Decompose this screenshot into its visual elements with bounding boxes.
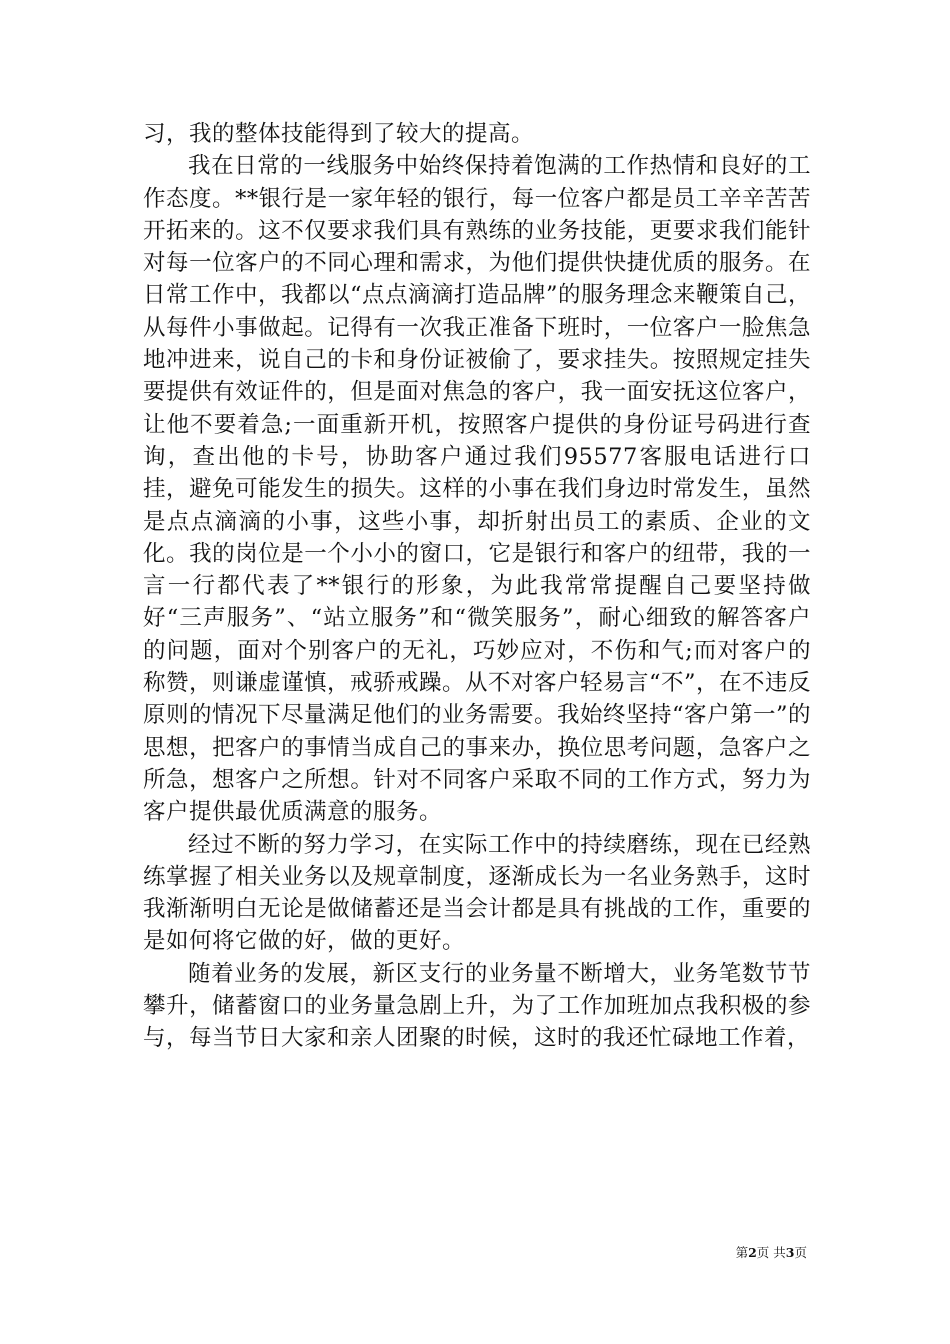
footer-prefix: 第 [735, 1245, 749, 1260]
footer-suffix: 页 [794, 1245, 807, 1260]
paragraph: 随着业务的发展，新区支行的业务量不断增大，业务笔数节节攀升，储蓄窗口的业务量急剧上升，为了工作加班加点我积极的参与，每当节日大家和亲人团聚的时候，这时的我还忙碌地工作着， [143, 960, 811, 1052]
paragraph: 我在日常的一线服务中始终保持着饱满的工作热情和良好的工作态度。**银行是一家年轻的银行，每一位客户都是员工辛辛苦苦开拓来的。这不仅要求我们具有熟练的业务技能，更要求我们能针对每一位客户的不同心理和需求，为他们提供快捷优质的服务。在日常工作中，我都以“点点滴滴打造品牌”的服务理念来鞭策自己，从每件小事做起。记得有一次我正准备下班时，一位客户一脸焦急地冲进来，说自己的卡和身份证被偷了，要求挂失。按照规定挂失要提供有效证件的，但是面对焦急的客户，我一面安抚这位客户，让他不要着急;一面重新开机，按照客户提供的身份证号码进行查询，查出他的卡号，协助客户通过我们95577客服电话进行口挂，避免可能发生的损失。这样的小事在我们身边时常发生，虽然是点点滴滴的小事，这些小事，却折射出员工的素质、企业的文化。我的岗位是一个小小的窗口，它是银行和客户的纽带，我的一言一行都代表了**银行的形象，为此我常常提醒自己要坚持做好“三声服务”、“站立服务”和“微笑服务”，耐心细致的解答客户的问题，面对个别客户的无礼，巧妙应对，不伤和气;而对客户的称赞，则谦虚谨慎，戒骄戒躁。从不对客户轻易言“不”，在不违反原则的情况下尽量满足他们的业务需要。我始终坚持“客户第一”的思想，把客户的事情当成自己的事来办，换位思考问题，急客户之所急，想客户之所想。针对不同客户采取不同的工作方式，努力为客户提供最优质满意的服务。 [143, 153, 812, 826]
total-pages-number: 3 [785, 1245, 795, 1260]
paragraph: 习，我的整体技能得到了较大的提高。 [143, 121, 535, 147]
paragraph: 经过不断的努力学习，在实际工作中的持续磨练，现在已经熟练掌握了相关业务以及规章制度，逐渐成长为一名业务熟手，这时我渐渐明白无论是做储蓄还是当会计都是具有挑战的工作，重要的是如何将它做的好，做的更好。 [143, 831, 811, 955]
footer-middle: 页 共 [756, 1245, 786, 1260]
page-footer [736, 1243, 807, 1261]
current-page-number: 2 [748, 1245, 757, 1260]
document-body [143, 118, 811, 1055]
